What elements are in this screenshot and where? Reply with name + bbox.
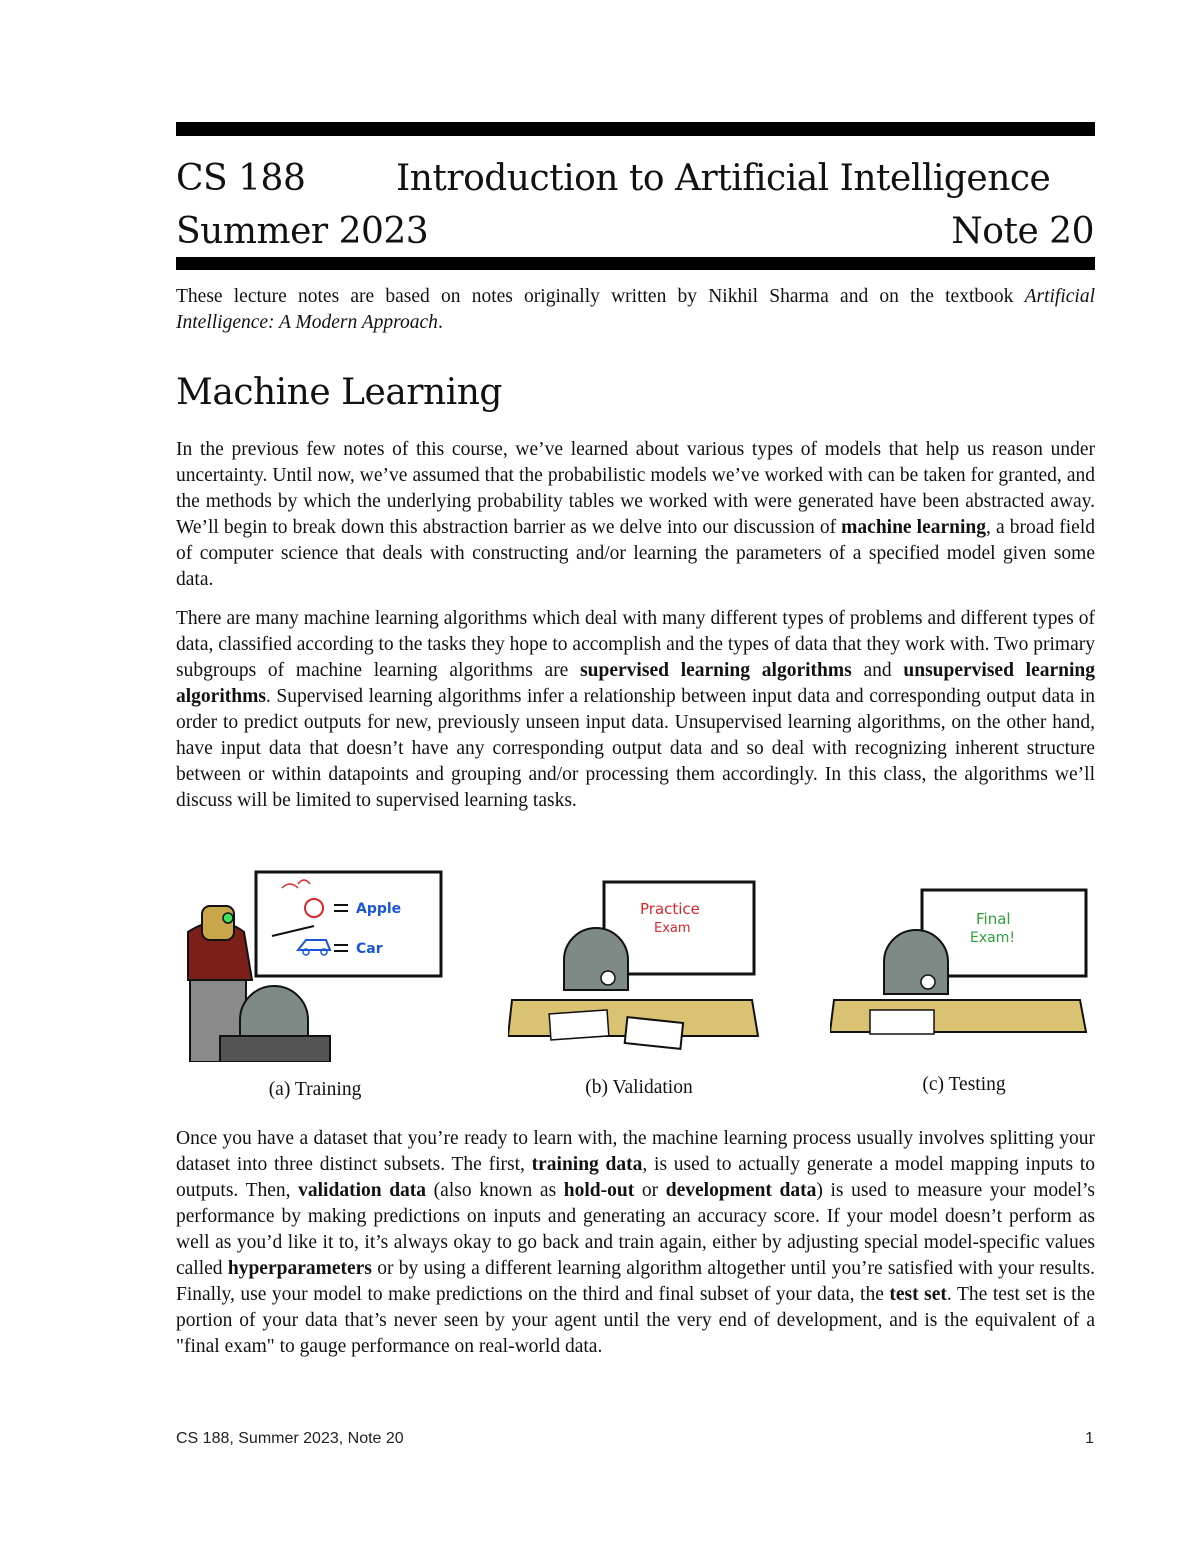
page-number: 1 — [1085, 1430, 1094, 1447]
note-number: Note 20 — [951, 211, 1094, 252]
term-development-data: development data — [665, 1180, 817, 1201]
board-final-label: Final — [976, 910, 1011, 928]
paragraph-data-splits: Once you have a dataset that you’re ready to learn with, the machine learning process usually involves splitting your dataset into three distinct subsets. The first, training data, is used to actually generate a model mapping inputs to outputs. Then, validation data (also known as hold-out or development data) is used to measure your model’s performance by making predictions on inputs and generating an accuracy score. If your model doesn’t perform as well as you’d like it to, it’s always okay to go back and train again, either by adjusting special model-specific values called hyperparameters or by using a different learning algorithm altogether until you’re satisfied with your results. Finally, use your model to make predictions on the third and final subset of your data, the test set. The test set is the portion of your data that’s never seen by your agent until the very end of development, and is the equivalent of a "final exam" to gauge performance on real-world data. — [176, 1128, 1095, 1357]
term-test-set: test set — [889, 1284, 947, 1305]
term-validation-data: validation data — [298, 1180, 427, 1201]
course-term: Summer 2023 — [176, 211, 429, 252]
course-code: CS 188 — [176, 158, 306, 199]
term-unsupervised: unsupervised learning algorithms — [176, 660, 1095, 707]
term-hyperparameters: hyperparameters — [227, 1258, 372, 1279]
paragraph-intro: In the previous few notes of this course, we’ve learned about various types of models that help us reason under uncertainty. Until now, we’ve assumed that the probabilistic models we’ve worked with can be taken for granted, and the methods by which the underlying probability tables we worked with were generated have been abstracted away. We’ll begin to break down this abstraction barrier as we delve into our discussion of machine learning, a broad field of computer science that deals with constructing and/or learning the parameters of a specified model given some data. — [176, 439, 1095, 590]
board-apple-label: Apple — [356, 901, 402, 917]
term-training-data: training data — [531, 1154, 643, 1175]
exam-paper — [549, 1010, 609, 1040]
training-illustration — [186, 870, 444, 1062]
desk — [830, 1000, 1086, 1032]
course-title: Introduction to Artificial Intelligence — [396, 158, 1051, 199]
term-hold-out: hold-out — [563, 1180, 635, 1201]
term-machine-learning: machine learning — [841, 517, 987, 538]
student-robot — [240, 986, 308, 1036]
whiteboard — [256, 872, 441, 976]
caption-validation: (b) Validation — [585, 1077, 693, 1098]
header-rule-top — [176, 122, 1095, 136]
attribution: These lecture notes are based on notes originally written by Nikhil Sharma and on the textbook Artificial Intelligence: A Modern Approach. — [176, 286, 1095, 333]
robot-body — [884, 930, 948, 994]
footer-label: CS 188, Summer 2023, Note 20 — [176, 1430, 404, 1447]
term-supervised: supervised learning algorithms — [580, 660, 852, 681]
board-exam-label: Exam — [654, 921, 691, 936]
validation-illustration — [508, 880, 770, 1052]
caption-training: (a) Training — [268, 1079, 362, 1100]
header-rule-bottom — [176, 257, 1095, 270]
caption-testing: (c) Testing — [922, 1074, 1006, 1095]
board-exam-label: Exam! — [970, 930, 1015, 946]
board-car-label: Car — [356, 941, 383, 957]
board-practice-label: Practice — [640, 900, 700, 918]
section-title: Machine Learning — [176, 372, 502, 413]
paragraph-algorithms: There are many machine learning algorithms which deal with many different types of problems and different types of data, classified according to the tasks they hope to accomplish and the types of data that they work with. Two primary subgroups of machine learning algorithms are supervised learning algorithms and unsupervised learning algorithms. Supervised learning algorithms infer a relationship between input data and corresponding output data in order to predict outputs for new, previously unseen input data. Unsupervised learning algorithms, on the other hand, have input data that doesn’t have any corresponding output data and so deal with recognizing inherent structure between or within datapoints and grouping and/or processing them accordingly. In this class, the algorithms we’ll discuss will be limited to supervised learning tasks. — [176, 608, 1095, 811]
robot-body — [564, 928, 628, 990]
textbook-title: Artificial Intelligence: A Modern Approach — [176, 286, 1095, 333]
exam-paper — [870, 1010, 934, 1034]
testing-illustration — [830, 886, 1098, 1046]
